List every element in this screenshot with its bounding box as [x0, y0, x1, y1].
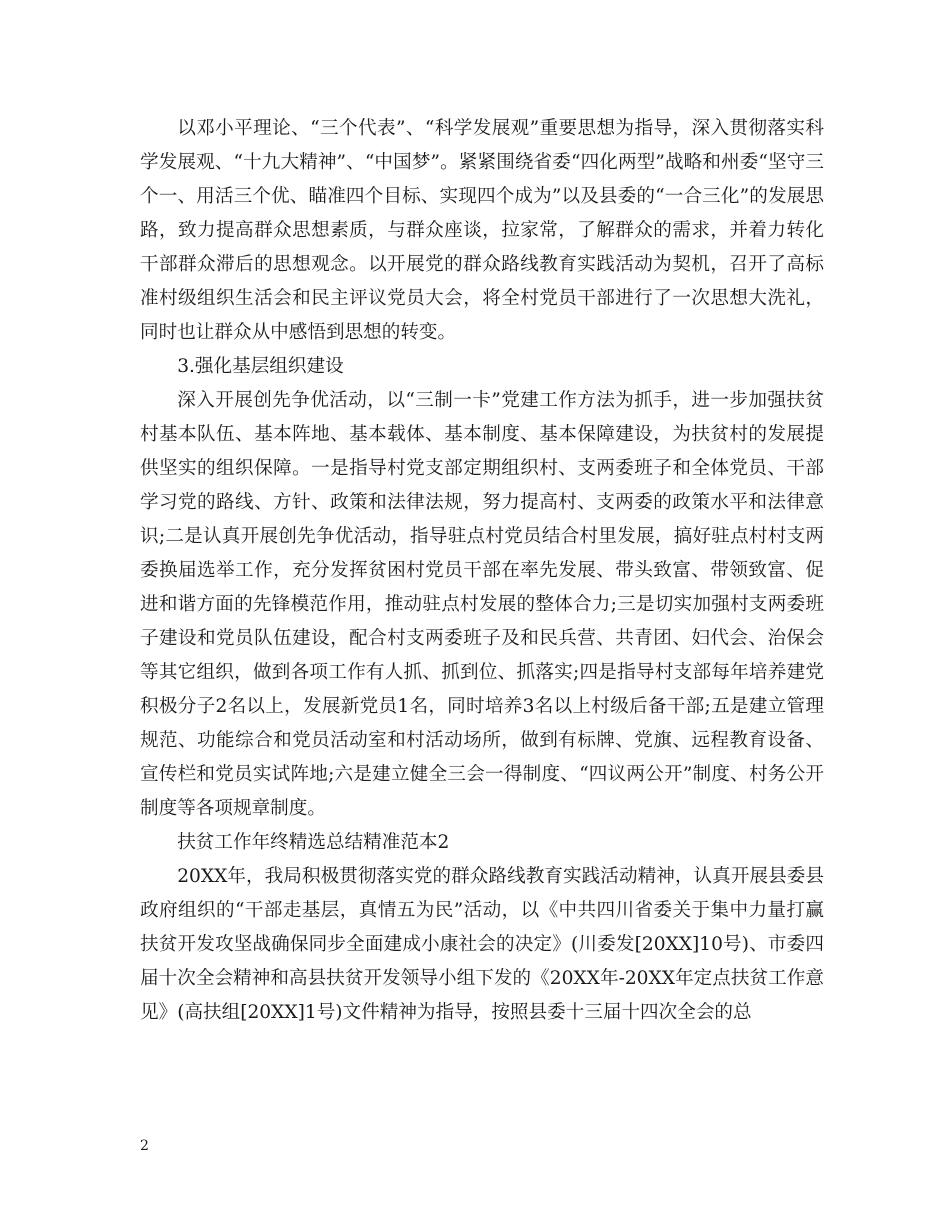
- paragraph-guiding-thought: 以邓小平理论、“三个代表”、“科学发展观”重要思想为指导，深入贯彻落实科学发展观、“十九大精神”、“中国梦”。紧紧围绕省委“四化两型”战略和州委“坚守三个一、用活三个优、瞄准四个目标、实现四个成为”以及县委的“一合三化”的发展思路，致力提高群众思想素质，与群众座谈，拉家常，了解群众的需求，并着力转化干部群众滞后的思想观念。以开展党的群众路线教育实践活动为契机，召开了高标准村级组织生活会和民主评议党员大会，将全村党员干部进行了一次思想大洗礼，同时也让群众从中感悟到思想的转变。: [140, 118, 824, 343]
- document-body: [140, 112, 824, 1030]
- section-heading-sample-2: 扶贫工作年终精选总结精准范本2: [177, 832, 450, 853]
- paragraph-annual-summary: 20XX年，我局积极贯彻落实党的群众路线教育实践活动精神，认真开展县委县政府组织的“干部走基层，真情五为民”活动，以《中共四川省委关于集中力量打赢扶贫开发攻坚战确保同步全面建成小康社会的决定》(川委发[20XX]10号)、市委四届十次全会精神和高县扶贫开发领导小组下发的《20XX年-20XX年定点扶贫工作意见》(高扶组[20XX]1号)文件精神为指导，按照县委十三届十四次全会的总: [140, 866, 824, 1023]
- page-number: 2: [140, 1138, 149, 1154]
- section-heading-grassroots: 3.强化基层组织建设: [177, 356, 344, 377]
- paragraph-grassroots-organization: 深入开展创先争优活动，以“三制一卡”党建工作方法为抓手，进一步加强扶贫村基本队伍、基本阵地、基本载体、基本制度、基本保障建设，为扶贫村的发展提供坚实的组织保障。一是指导村党支部定期组织村、支两委班子和全体党员、干部学习党的路线、方针、政策和法律法规，努力提高村、支两委的政策水平和法律意识;二是认真开展创先争优活动，指导驻点村党员结合村里发展，搞好驻点村村支两委换届选举工作，充分发挥贫困村党员干部在率先发展、带头致富、带领致富、促进和谐方面的先锋模范作用，推动驻点村发展的整体合力;三是切实加强村支两委班子建设和党员队伍建设，配合村支两委班子及和民兵营、共青团、妇代会、治保会等其它组织，做到各项工作有人抓、抓到位、抓落实;四是指导村支部每年培养建党积极分子2名以上，发展新党员1名，同时培养3名以上村级后备干部;五是建立管理规范、功能综合和党员活动室和村活动场所，做到有标牌、党旗、远程教育设备、宣传栏和党员实试阵地;六是建立健全三会一得制度、“四议两公开”制度、村务公开制度等各项规章制度。: [140, 390, 824, 819]
